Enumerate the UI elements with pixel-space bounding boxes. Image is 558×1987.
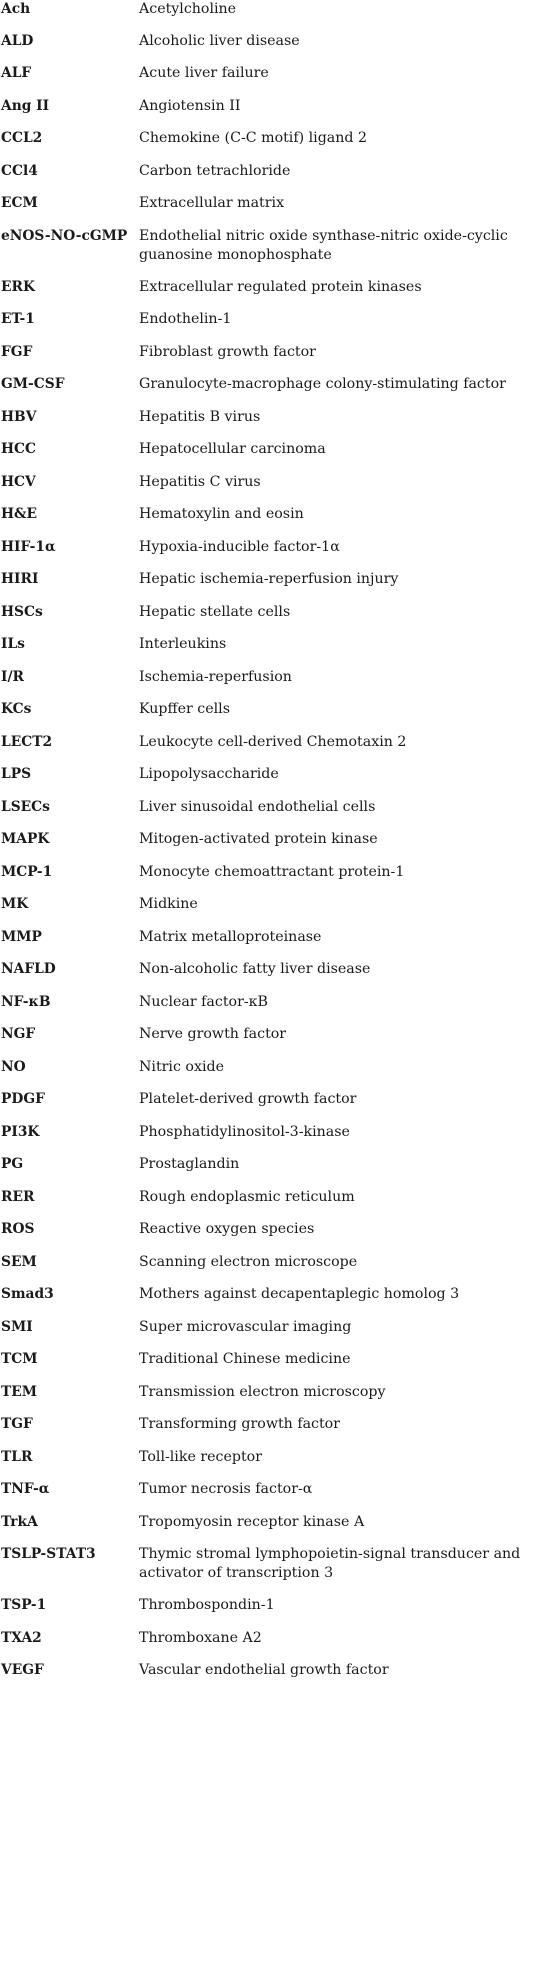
abbreviation-cell: ERK — [1, 278, 35, 295]
table-row — [0, 162, 558, 195]
definition-cell: Hepatitis C virus — [139, 473, 261, 490]
abbreviation-cell: ILs — [1, 636, 25, 652]
table-row — [0, 603, 558, 636]
table-row — [0, 798, 558, 831]
abbreviation-cell: FGF — [1, 343, 33, 360]
definition-cell: Tropomyosin receptor kinase A — [139, 1513, 365, 1530]
table-row — [0, 1318, 558, 1351]
table-row — [0, 765, 558, 798]
table-row — [0, 1285, 558, 1318]
table-row — [0, 700, 558, 733]
abbreviation-cell: MK — [1, 896, 29, 912]
definition-cell: Mitogen-activated protein kinase — [139, 831, 378, 847]
table-row — [0, 1383, 558, 1416]
table-row — [0, 1123, 558, 1156]
definition-cell: Super microvascular imaging — [139, 1318, 352, 1335]
abbreviation-cell: HSCs — [1, 603, 43, 620]
abbreviation-cell: Ang II — [1, 97, 50, 114]
abbreviation-cell: eNOS-NO-cGMP — [1, 227, 128, 244]
abbreviation-cell: Smad3 — [1, 1286, 54, 1302]
definition-cell: Mothers against decapentaplegic homolog 3 — [139, 1286, 460, 1302]
abbreviation-cell: TLR — [1, 1448, 33, 1465]
table-row — [0, 635, 558, 668]
definition-cell: Thrombospondin-1 — [139, 1597, 275, 1613]
definition-cell: Lipopolysaccharide — [139, 766, 279, 782]
definition-cell: Leukocyte cell-derived Chemotaxin 2 — [139, 733, 407, 750]
definition-cell: Carbon tetrachloride — [139, 162, 291, 179]
abbreviation-cell: RER — [1, 1188, 35, 1205]
table-row — [0, 993, 558, 1026]
definition-cell: Liver sinusoidal endothelial cells — [139, 798, 376, 815]
definition-cell: Acute liver failure — [139, 65, 269, 81]
abbreviation-cell: HCC — [1, 441, 36, 457]
abbreviation-cell: CCl4 — [1, 162, 38, 179]
table-row — [0, 375, 558, 408]
definition-cell: Vascular endothelial growth factor — [139, 1662, 389, 1678]
definition-cell: Interleukins — [139, 636, 227, 652]
abbreviation-cell: LECT2 — [1, 733, 53, 750]
abbreviation-cell: ALF — [1, 65, 32, 81]
table-row — [0, 1596, 558, 1629]
table-row — [0, 97, 558, 130]
definition-cell: Prostaglandin — [139, 1156, 240, 1172]
abbreviation-cell: VEGF — [1, 1662, 44, 1678]
definition-cell: Granulocyte-macrophage colony-stimulating factor — [139, 376, 506, 392]
abbreviation-cell: TrkA — [1, 1513, 38, 1530]
definition-cell: Ischemia-reperfusion — [139, 668, 292, 685]
table-row — [0, 64, 558, 97]
definition-cell: Extracellular matrix — [139, 195, 285, 211]
definition-cell: Nitric oxide — [139, 1058, 224, 1075]
table-row — [0, 1661, 558, 1694]
table-row — [0, 1350, 558, 1383]
table-row — [0, 1253, 558, 1286]
abbreviation-cell: PDGF — [1, 1091, 45, 1107]
definition-cell: Fibroblast growth factor — [139, 343, 316, 360]
abbreviation-cell: LSECs — [1, 798, 50, 815]
abbreviation-cell: HIF-1α — [1, 538, 56, 555]
table-row — [0, 408, 558, 441]
abbreviation-cell: NO — [1, 1058, 26, 1075]
table-row — [0, 830, 558, 863]
table-row — [0, 1513, 558, 1546]
definition-cell: Monocyte chemoattractant protein-1 — [139, 863, 405, 880]
table-row — [0, 227, 558, 278]
abbreviation-cell: CCL2 — [1, 130, 43, 146]
abbreviation-cell: NGF — [1, 1026, 36, 1042]
table-row — [0, 129, 558, 162]
definition-cell: Acetylcholine — [139, 1, 237, 17]
table-row — [0, 538, 558, 571]
table-row — [0, 1155, 558, 1188]
abbreviation-cell: NAFLD — [1, 961, 56, 977]
table-row — [0, 1090, 558, 1123]
table-row — [0, 0, 558, 32]
abbreviation-cell: ALD — [1, 32, 34, 49]
abbreviation-cell: ECM — [1, 195, 38, 211]
definition-cell: Phosphatidylinositol-3-kinase — [139, 1123, 350, 1140]
definition-cell: Reactive oxygen species — [139, 1221, 315, 1237]
abbreviation-cell: GM-CSF — [1, 376, 65, 392]
table-row — [0, 1448, 558, 1481]
definition-cell: Extracellular regulated protein kinases — [139, 278, 422, 295]
definition-cell: Hepatitis B virus — [139, 408, 261, 425]
abbreviation-cell: MCP-1 — [1, 863, 53, 880]
definition-cell: Platelet-derived growth factor — [139, 1091, 357, 1107]
abbreviation-cell: SEM — [1, 1253, 37, 1270]
abbreviation-cell: ROS — [1, 1221, 35, 1237]
abbreviation-cell: MMP — [1, 928, 42, 945]
definition-cell: Nuclear factor-κB — [139, 993, 268, 1010]
abbreviation-cell: HCV — [1, 473, 36, 490]
abbreviation-cell: TCM — [1, 1351, 38, 1367]
table-row — [0, 1025, 558, 1058]
table-row — [0, 440, 558, 473]
table-row — [0, 1545, 558, 1596]
abbreviation-cell: NF-κB — [1, 993, 51, 1010]
abbreviation-cell: HIRI — [1, 571, 39, 587]
table-row — [0, 733, 558, 766]
table-row — [0, 1415, 558, 1448]
definition-cell: Matrix metalloproteinase — [139, 928, 322, 945]
definition-cell: Hepatic stellate cells — [139, 603, 291, 620]
table-row — [0, 863, 558, 896]
definition-cell: Hematoxylin and eosin — [139, 506, 304, 522]
table-row — [0, 32, 558, 65]
abbreviation-cell: HBV — [1, 408, 37, 425]
abbreviation-cell: SMI — [1, 1318, 33, 1335]
abbreviation-cell: H&E — [1, 506, 38, 522]
abbreviation-cell: TSP-1 — [1, 1597, 47, 1613]
table-row — [0, 473, 558, 506]
definition-cell: Midkine — [139, 896, 198, 912]
definition-cell: Alcoholic liver disease — [139, 32, 300, 49]
abbreviation-cell: Ach — [1, 1, 31, 17]
definition-cell: Transmission electron microscopy — [139, 1383, 386, 1400]
abbreviation-cell: PI3K — [1, 1123, 40, 1140]
abbreviation-cell: PG — [1, 1156, 24, 1172]
table-row — [0, 278, 558, 311]
table-row — [0, 1188, 558, 1221]
table-row — [0, 895, 558, 928]
definition-cell: Thromboxane A2 — [139, 1629, 262, 1646]
definition-cell: Transforming growth factor — [139, 1416, 340, 1432]
abbreviation-cell: MAPK — [1, 831, 50, 847]
abbreviation-cell: TSLP-STAT3 — [1, 1546, 96, 1562]
abbreviation-cell: KCs — [1, 701, 32, 717]
table-row — [0, 343, 558, 376]
definition-cell: Thymic stromal lymphopoietin-signal transducer and activator of transcription 3 — [139, 1546, 521, 1581]
definition-cell: Hepatocellular carcinoma — [139, 441, 326, 457]
definition-cell: Angiotensin II — [139, 97, 241, 114]
definition-cell: Tumor necrosis factor-α — [139, 1481, 313, 1497]
table-row — [0, 194, 558, 227]
definition-cell: Endothelin-1 — [139, 311, 232, 327]
definition-cell: Toll-like receptor — [139, 1448, 262, 1465]
definition-cell: Scanning electron microscope — [139, 1253, 358, 1270]
abbreviation-cell: TNF-α — [1, 1481, 50, 1497]
table-row — [0, 1220, 558, 1253]
abbreviation-cell: TXA2 — [1, 1629, 42, 1646]
table-row — [0, 1629, 558, 1662]
table-row — [0, 310, 558, 343]
table-row — [0, 1480, 558, 1513]
abbreviation-cell: LPS — [1, 766, 32, 782]
table-row — [0, 570, 558, 603]
abbreviation-cell: I/R — [1, 668, 24, 685]
definition-cell: Nerve growth factor — [139, 1026, 287, 1042]
table-row — [0, 1058, 558, 1091]
definition-cell: Hepatic ischemia-reperfusion injury — [139, 571, 399, 587]
abbreviation-cell: TGF — [1, 1416, 33, 1432]
definition-cell: Hypoxia-inducible factor-1α — [139, 538, 340, 555]
table-row — [0, 668, 558, 701]
table-row — [0, 928, 558, 961]
table-row — [0, 505, 558, 538]
definition-cell: Chemokine (C-C motif) ligand 2 — [139, 130, 368, 146]
definition-cell: Rough endoplasmic reticulum — [139, 1188, 355, 1205]
table-row — [0, 960, 558, 993]
definition-cell: Endothelial nitric oxide synthase-nitric oxide-cyclic guanosine monophosphate — [139, 227, 508, 263]
definition-cell: Non-alcoholic fatty liver disease — [139, 961, 371, 977]
abbreviation-cell: ET-1 — [1, 311, 35, 327]
definition-cell: Traditional Chinese medicine — [139, 1351, 351, 1367]
abbreviation-cell: TEM — [1, 1383, 38, 1400]
definition-cell: Kupffer cells — [139, 701, 230, 717]
